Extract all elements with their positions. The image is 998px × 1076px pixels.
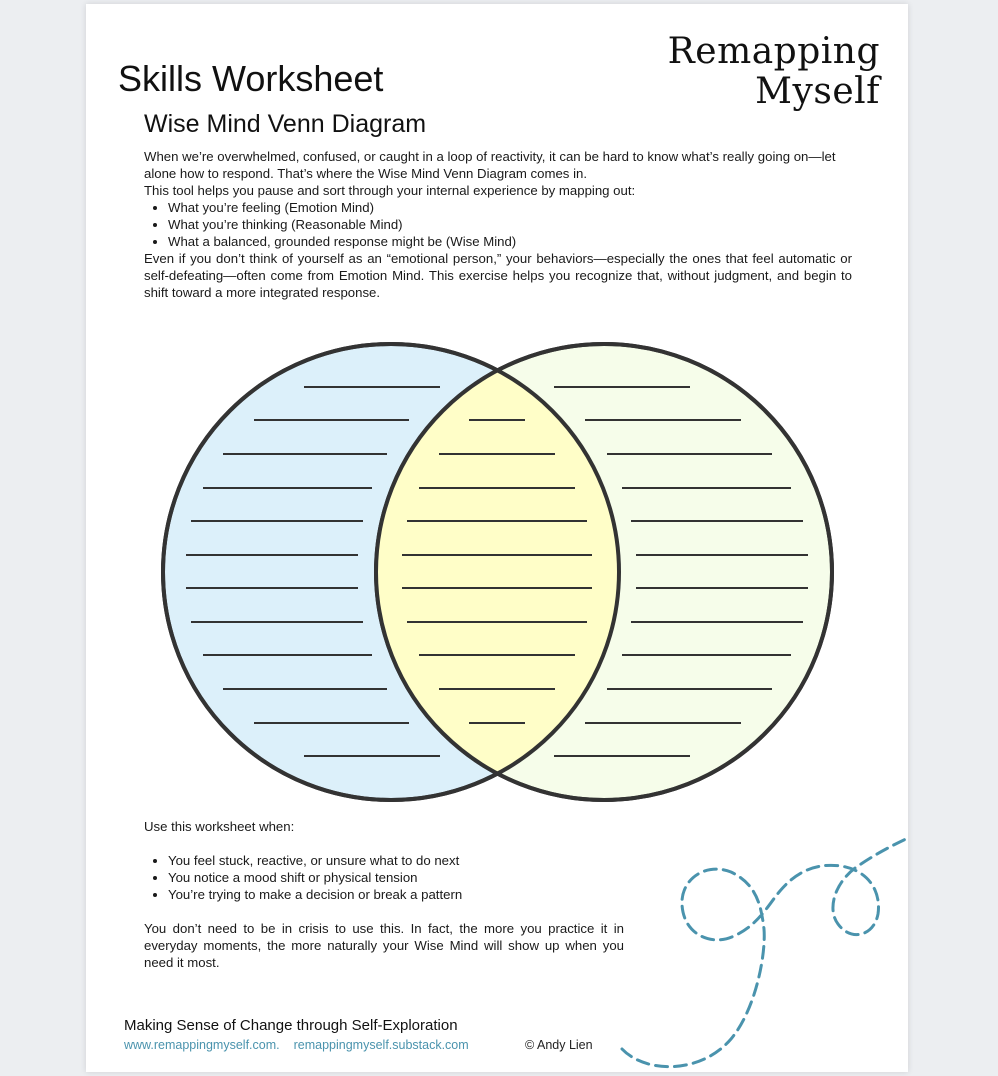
intro-paragraph-3: Even if you don’t think of yourself as an “emotional person,” your behaviors—especially the ones that feel automatic or self-defeating—often come from Emotion Mind. This exercise helps you recognize that, without judgment, and begin to shift toward a more integrated response. xyxy=(144,251,852,300)
brand-logo xyxy=(668,32,880,112)
usage-list xyxy=(144,852,624,903)
page-title: Skills Worksheet xyxy=(118,58,384,99)
usage-intro: Use this worksheet when: xyxy=(144,819,295,834)
footer-tagline: Making Sense of Change through Self-Exploration xyxy=(124,1017,458,1034)
venn-diagram xyxy=(86,334,908,809)
swirl-line xyxy=(622,838,908,1067)
intro-paragraph-2: This tool helps you pause and sort through your internal experience by mapping out: xyxy=(144,183,636,198)
website-link[interactable]: www.remappingmyself.com. xyxy=(124,1038,280,1052)
brand-line-1: Remapping xyxy=(667,31,880,72)
intro-paragraph-1: When we’re overwhelmed, confused, or caught in a loop of reactivity, it can be hard to know what’s really going on—let alone how to respond. That’s where the Wise Mind Venn Diagram comes in. xyxy=(144,149,836,181)
copyright-notice: © Andy Lien xyxy=(525,1038,593,1052)
list-item: • You feel stuck, reactive, or unsure what to do next xyxy=(168,852,624,869)
list-item: • What a balanced, grounded response might be (Wise Mind) xyxy=(168,233,852,250)
intro-section xyxy=(144,148,852,301)
list-item: • What you’re thinking (Reasonable Mind) xyxy=(168,216,852,233)
list-item: • You’re trying to make a decision or break a pattern xyxy=(168,886,624,903)
dashed-swirl-decoration xyxy=(606,824,908,1072)
list-item: • What you’re feeling (Emotion Mind) xyxy=(168,199,852,216)
intro-list xyxy=(144,199,852,250)
section-subtitle: Wise Mind Venn Diagram xyxy=(144,110,427,138)
worksheet-page xyxy=(86,4,908,1072)
usage-section xyxy=(144,818,624,971)
list-item: • You notice a mood shift or physical tension xyxy=(168,869,624,886)
brand-line-2: Myself xyxy=(755,71,880,112)
footer-links xyxy=(124,1038,469,1052)
usage-closing: You don’t need to be in crisis to use this. In fact, the more you practice it in everyday moments, the more naturally your Wise Mind will show up when you need it most. xyxy=(144,921,624,970)
substack-link[interactable]: remappingmyself.substack.com xyxy=(293,1038,469,1052)
